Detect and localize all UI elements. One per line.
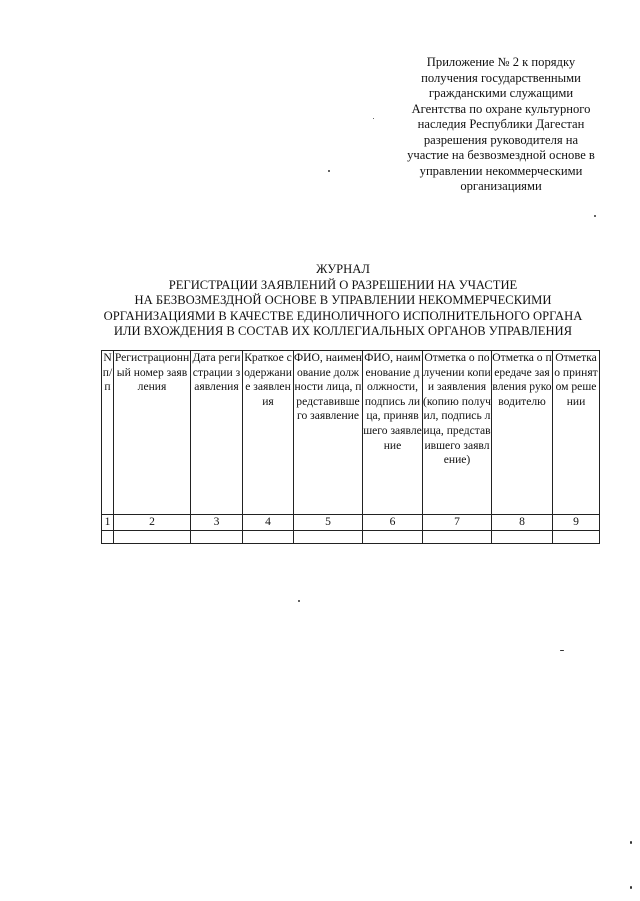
scan-speck bbox=[328, 170, 330, 172]
column-number-row bbox=[102, 515, 600, 531]
title-line: ЖУРНАЛ bbox=[316, 262, 370, 276]
appendix-note bbox=[388, 55, 614, 195]
empty-cell bbox=[191, 531, 243, 544]
title-line: НА БЕЗВОЗМЕЗДНОЙ ОСНОВЕ В УПРАВЛЕНИИ НЕКОММЕРЧЕСКИМИ bbox=[134, 293, 552, 308]
column-number-cell: 1 bbox=[102, 515, 114, 531]
scan-speck bbox=[594, 215, 596, 217]
column-number-cell: 9 bbox=[553, 515, 600, 531]
column-number-cell: 6 bbox=[363, 515, 423, 531]
header-cell-receiver: ФИО, наименование должности, подпись лица, принявшего заявление bbox=[363, 351, 423, 515]
empty-cell bbox=[492, 531, 553, 544]
title-line: ИЛИ ВХОЖДЕНИЯ В СОСТАВ ИХ КОЛЛЕГИАЛЬНЫХ ОРГАНОВ УПРАВЛЕНИЯ bbox=[113, 324, 573, 339]
empty-entry-row bbox=[102, 531, 600, 544]
appendix-line: управлении некоммерческими bbox=[419, 163, 583, 178]
journal-table bbox=[101, 350, 600, 544]
header-cell-decision: Отметка о принятом решении bbox=[553, 351, 600, 515]
header-row bbox=[102, 351, 600, 515]
column-number-cell: 7 bbox=[423, 515, 492, 531]
title-line: РЕГИСТРАЦИИ ЗАЯВЛЕНИЙ О РАЗРЕШЕНИИ НА УЧАСТИЕ bbox=[168, 277, 518, 292]
empty-cell bbox=[114, 531, 191, 544]
appendix-line: Агентства по охране культурного bbox=[411, 101, 591, 116]
appendix-line: получения государственными bbox=[421, 70, 581, 85]
header-cell-submitter: ФИО, наименование должности лица, представившего заявление bbox=[294, 351, 363, 515]
appendix-line: наследия Республики Дагестан bbox=[417, 117, 585, 131]
column-number-cell: 4 bbox=[243, 515, 294, 531]
appendix-line: участие на безвозмездной основе в bbox=[407, 148, 595, 162]
scan-speck bbox=[560, 650, 564, 651]
title-line: ОРГАНИЗАЦИЯМИ В КАЧЕСТВЕ ЕДИНОЛИЧНОГО ИСПОЛНИТЕЛЬНОГО ОРГАНА bbox=[103, 308, 583, 323]
column-number-cell: 2 bbox=[114, 515, 191, 531]
journal-title bbox=[96, 262, 590, 340]
appendix-line: Приложение № 2 к порядку bbox=[426, 55, 576, 69]
empty-cell bbox=[423, 531, 492, 544]
header-cell-copy-received: Отметка о получении копии заявления (копию получил, подпись лица, представившего заявление) bbox=[423, 351, 492, 515]
column-number-cell: 5 bbox=[294, 515, 363, 531]
empty-cell bbox=[294, 531, 363, 544]
appendix-line: организациями bbox=[460, 179, 542, 193]
appendix-line: гражданскими служащими bbox=[428, 86, 574, 100]
appendix-line: разрешения руководителя на bbox=[423, 132, 579, 147]
scan-speck bbox=[298, 600, 300, 602]
header-cell-transferred: Отметка о передаче заявления руководителю bbox=[492, 351, 553, 515]
header-cell-summary: Краткое содержание заявления bbox=[243, 351, 294, 515]
empty-cell bbox=[363, 531, 423, 544]
empty-cell bbox=[243, 531, 294, 544]
header-cell-registration-date: Дата регистрации заявления bbox=[191, 351, 243, 515]
scan-speck bbox=[630, 886, 632, 889]
empty-cell bbox=[102, 531, 114, 544]
column-number-cell: 3 bbox=[191, 515, 243, 531]
empty-cell bbox=[553, 531, 600, 544]
scan-speck bbox=[373, 118, 374, 119]
header-cell-registration-number: Регистрационный номер заявления bbox=[114, 351, 191, 515]
header-cell-number: N п/п bbox=[102, 351, 114, 515]
column-number-cell: 8 bbox=[492, 515, 553, 531]
scan-speck bbox=[630, 841, 632, 844]
